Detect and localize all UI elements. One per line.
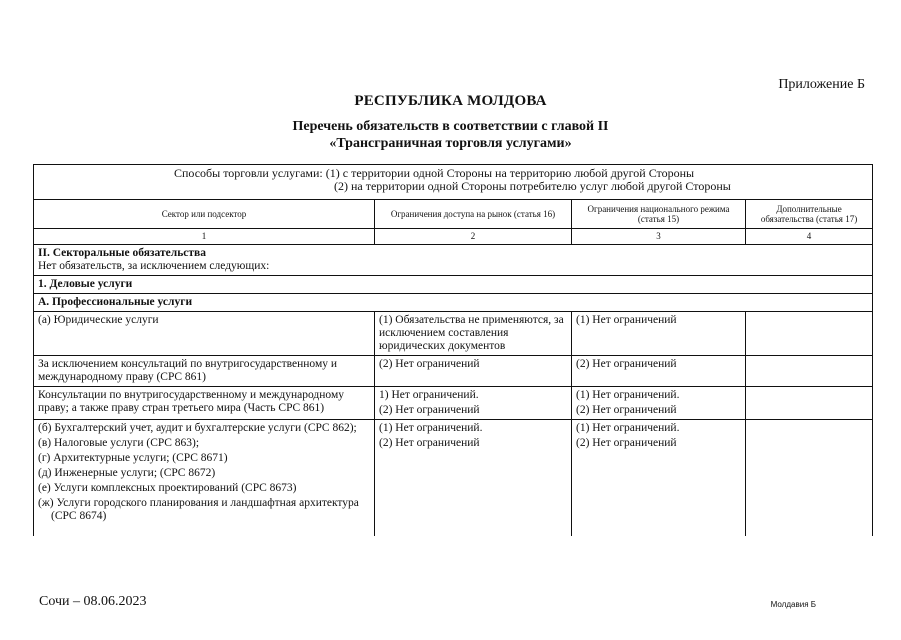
column-number: 4	[746, 229, 873, 245]
market-access-entry: (2) Нет ограничений	[379, 437, 480, 449]
column-header-additional: Дополнительные обязательства (статья 17)	[746, 200, 873, 229]
sector-item: (е) Услуги комплексных проектирований (CPC 8673)	[38, 482, 297, 494]
market-access-entry: 1) Нет ограничений.	[379, 389, 479, 401]
market-access-entry: (1) Нет ограничений.	[379, 422, 483, 434]
column-header-sector: Сектор или подсектор	[34, 200, 375, 229]
annex-label: Приложение Б	[778, 77, 865, 92]
sector-item: (д) Инженерные услуги; (CPC 8672)	[38, 467, 216, 479]
header-row	[34, 200, 873, 229]
column-header-market-access: Ограничения доступа на рынок (статья 16)	[375, 200, 572, 229]
column-number: 1	[34, 229, 375, 245]
column-number: 2	[375, 229, 572, 245]
table-row	[34, 356, 873, 387]
footer-place-date: Сочи – 08.06.2023	[39, 594, 147, 609]
document-subtitle	[0, 118, 901, 152]
additional-cell	[746, 312, 873, 356]
group-title: 1. Деловые услуги	[34, 276, 873, 294]
national-treatment-cell	[572, 387, 746, 420]
column-number-row	[34, 229, 873, 245]
market-access-entry: (2) Нет ограничений	[379, 404, 480, 416]
commitments-table	[33, 164, 873, 536]
footer-page-label: Молдавия Б	[770, 600, 816, 609]
market-access-entry: (1) Обязательства не применяются, за исключением составления юридических документов	[379, 314, 564, 352]
section-title: II. Секторальные обязательства	[38, 247, 206, 259]
subtitle-line-1: Перечень обязательств в соответствии с главой II	[292, 119, 609, 134]
market-access-cell	[375, 387, 572, 420]
table-row	[34, 312, 873, 356]
market-access-cell	[375, 312, 572, 356]
modes-cell	[34, 165, 873, 200]
national-treatment-entry: (2) Нет ограничений	[576, 437, 677, 449]
sector-cell: (а) Юридические услуги	[34, 312, 375, 356]
table-row	[34, 420, 873, 537]
section-row	[34, 245, 873, 276]
sector-item: (б) Бухгалтерский учет, аудит и бухгалтерские услуги (CPC 862);	[38, 422, 357, 434]
national-treatment-cell	[572, 312, 746, 356]
subtitle-line-2: «Трансграничная торговля услугами»	[329, 136, 572, 151]
document-title: РЕСПУБЛИКА МОЛДОВА	[354, 93, 547, 109]
national-treatment-entry: (1) Нет ограничений.	[576, 422, 680, 434]
column-number: 3	[572, 229, 746, 245]
subgroup-row	[34, 294, 873, 312]
section-cell	[34, 245, 873, 276]
additional-cell	[746, 356, 873, 387]
group-row	[34, 276, 873, 294]
national-treatment-entry: (1) Нет ограничений	[576, 314, 677, 326]
additional-cell	[746, 387, 873, 420]
sector-item: (г) Архитектурные услуги; (CPC 8671)	[38, 452, 228, 464]
modes-row	[34, 165, 873, 200]
column-header-national-treatment: Ограничения национального режима (статья 15)	[572, 200, 746, 229]
national-treatment-entry: (1) Нет ограничений.	[576, 389, 680, 401]
sector-cell	[34, 420, 375, 537]
table-row	[34, 387, 873, 420]
subgroup-title: A. Профессиональные услуги	[34, 294, 873, 312]
additional-cell	[746, 420, 873, 537]
national-treatment-cell	[572, 356, 746, 387]
national-treatment-entry: (2) Нет ограничений	[576, 404, 677, 416]
national-treatment-entry: (2) Нет ограничений	[576, 358, 677, 370]
market-access-entry: (2) Нет ограничений	[379, 358, 480, 370]
market-access-cell	[375, 356, 572, 387]
section-note: Нет обязательств, за исключением следующих:	[38, 260, 270, 272]
sector-cell: За исключением консультаций по внутригосударственному и международному праву (CPC 861)	[34, 356, 375, 387]
market-access-cell	[375, 420, 572, 537]
national-treatment-cell	[572, 420, 746, 537]
modes-line-1: Способы торговли услугами: (1) с территории одной Стороны на территорию любой другой Стороны	[174, 166, 695, 180]
sector-item: (ж) Услуги городского планирования и ландшафтная архитектура (CPC 8674)	[38, 497, 359, 522]
modes-line-2: (2) на территории одной Стороны потребителю услуг любой другой Стороны	[334, 179, 731, 193]
sector-cell: Консультации по внутригосударственному и международному праву; а также праву стран третьего мира (Часть CPC 861)	[34, 387, 375, 420]
sector-item: (в) Налоговые услуги (CPC 863);	[38, 437, 200, 449]
